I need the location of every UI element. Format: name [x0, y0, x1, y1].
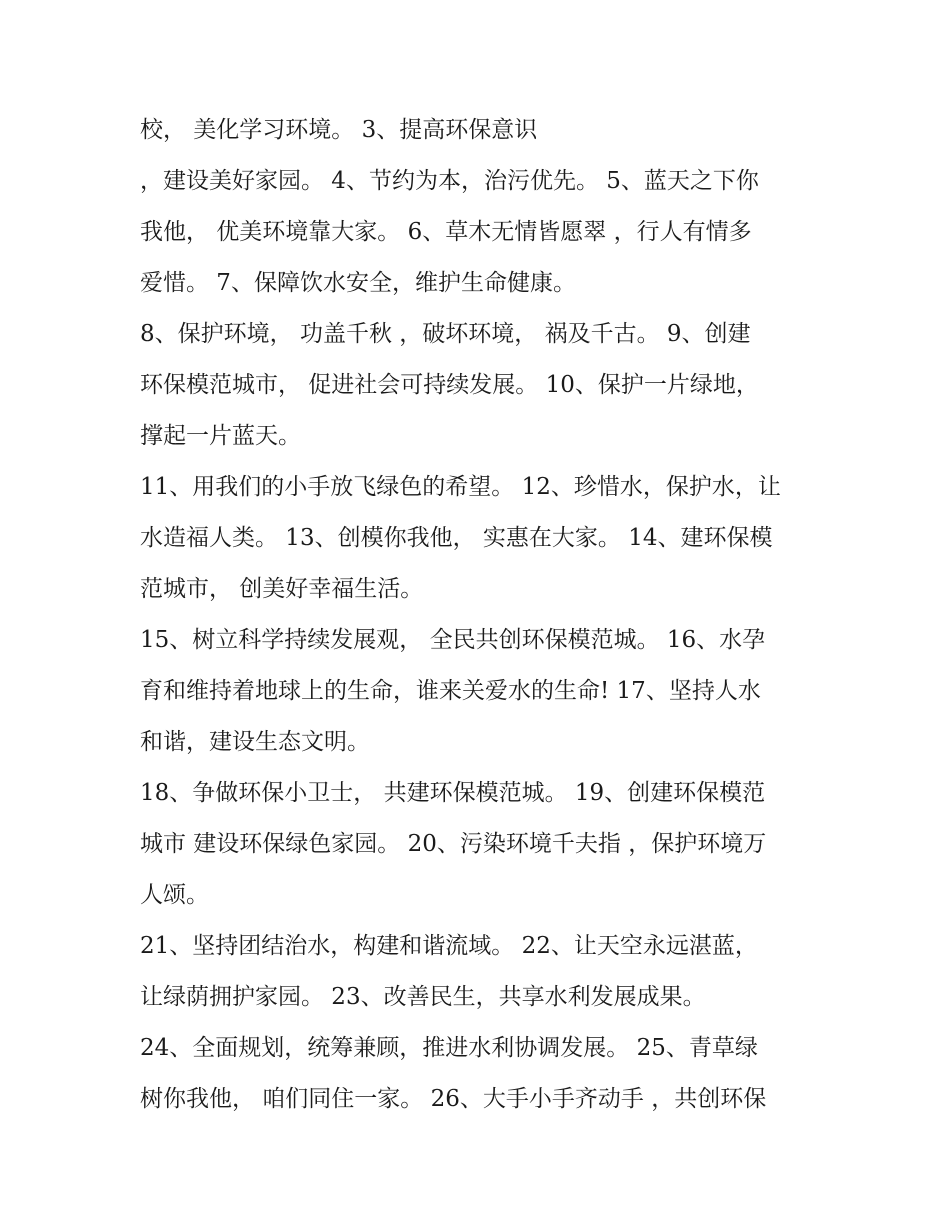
text-line: 育和维持着地球上的生命，谁来关爱水的生命! 17、坚持人水: [140, 678, 761, 704]
text-line: 18、争做环保小卫士， 共建环保模范城。 19、创建环保模范: [140, 780, 766, 806]
text-line: 水造福人类。 13、创模你我他， 实惠在大家。 14、建环保模: [140, 525, 773, 551]
text-line: 15、树立科学持续发展观， 全民共创环保模范城。 16、水孕: [140, 627, 766, 653]
text-line: 人颂。: [140, 882, 209, 908]
text-line: 让绿荫拥护家园。 23、改善民生，共享水利发展成果。: [140, 984, 706, 1010]
text-line: ，建设美好家园。 4、节约为本，治污优先。 5、蓝天之下你: [140, 168, 759, 194]
text-line: 撑起一片蓝天。: [140, 423, 301, 449]
text-line: 城市 建设环保绿色家园。 20、污染环境千夫指 ，保护环境万: [140, 831, 767, 857]
text-line: 8、保护环境， 功盖千秋 ，破坏环境， 祸及千古。 9、创建: [140, 321, 751, 347]
text-line: 24、全面规划，统筹兼顾，推进水利协调发展。 25、青草绿: [140, 1035, 758, 1061]
slogan-text-block: [140, 108, 820, 1128]
text-line: 环保模范城市， 促进社会可持续发展。 10、保护一片绿地，: [140, 372, 759, 398]
text-line: 爱惜。 7、保障饮水安全，维护生命健康。: [140, 270, 576, 296]
text-line: 我他， 优美环境靠大家。 6、草木无情皆愿翠 ，行人有情多: [140, 219, 752, 245]
text-line: 11、用我们的小手放飞绿色的希望。 12、珍惜水，保护水，让: [140, 474, 781, 500]
text-line: 21、坚持团结治水，构建和谐流域。 22、让天空永远湛蓝，: [140, 933, 758, 959]
text-line: 树你我他， 咱们同住一家。 26、大手小手齐动手 ，共创环保: [140, 1086, 767, 1112]
text-line: 校， 美化学习环境。 3、提高环保意识: [140, 117, 538, 143]
text-line: 和谐，建设生态文明。: [140, 729, 370, 755]
text-line: 范城市， 创美好幸福生活。: [140, 576, 424, 602]
